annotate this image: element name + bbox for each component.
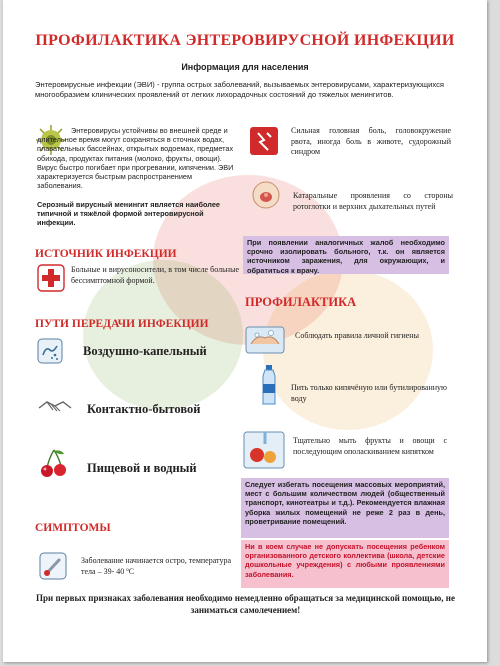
prevention-hygiene-text: Соблюдать правила личной гигиены — [295, 331, 419, 340]
headache-icon — [249, 126, 279, 156]
route-contact: Контактно-бытовой — [87, 402, 201, 416]
airborne-icon — [37, 338, 63, 364]
handwashing-icon — [245, 326, 285, 354]
handshake-icon — [37, 394, 73, 418]
prevention-warning-text: Ни в коем случае не допускать посещения ребенком организованного детского коллектива (школа, детские дошкольные учреждения) с любыми проявлениями заболевания. — [245, 542, 445, 579]
transmission-heading: ПУТИ ПЕРЕДАЧИ ИНФЕКЦИИ — [35, 318, 209, 330]
virus-info-text: Энтеровирусы устойчивы во внешней среде и длительное время могут сохраняться в сточных водах, плавательных бассейнах, открытых водоемах, предметах обихода, продуктах питания (молоко, фрукты, овощи). Вирус быстро погибает при прогревании, кипячении. ЭВИ характеризуется быстрым распространением заболевания. — [37, 126, 234, 191]
page-subtitle: Информация для населения — [181, 62, 309, 72]
prevention-water-text: Пить только кипячёную или бутилированную воду — [291, 383, 447, 403]
cherry-icon — [39, 448, 69, 480]
throat-icon — [251, 180, 281, 210]
route-airborne: Воздушно-капельный — [83, 344, 207, 358]
symptoms-heading: СИМПТОМЫ — [35, 522, 111, 534]
route-food-water: Пищевой и водный — [87, 461, 197, 475]
background-fruit-orange — [263, 270, 433, 430]
prevention-advice-text: Следует избегать посещения массовых мероприятий, мест с большим количеством людей (общественный транспорт, кинотеатры и т.д.). Рекомендуется влажная уборка жилых помещений не реже 2 раз в день, проветривание помещений. — [245, 480, 445, 526]
symptom-headache-text: Сильная головная боль, головокружение рвота, иногда боль в животе, судорожный синдром — [291, 126, 451, 156]
prevention-heading: ПРОФИЛАКТИКА — [245, 295, 357, 309]
water-bottle-icon — [259, 364, 279, 406]
thermometer-icon — [39, 552, 67, 580]
intro-text: Энтеровирусные инфекции (ЭВИ) - группа острых заболеваний, вызываемых энтеровирусами, характеризующихся многообразием клинических проявлений от легких лихорадочных состояний до тяжелых менингитов. — [35, 80, 445, 99]
isolation-note-text: При появлении аналогичных жалоб необходимо срочно изолировать больного, т.к. он является источником заражения, для окружающих, и обратиться к врачу. — [247, 238, 445, 275]
washing-fruit-icon — [243, 428, 285, 470]
prevention-fruit-text: Тщательно мыть фрукты и овощи с последующим ополаскиванием кипятком — [293, 436, 447, 456]
source-text: Больные и вирусоносители, в том числе больные бессимптомной формой. — [71, 265, 239, 285]
footer-note: При первых признаках заболевания необходимо немедленно обращаться за медицинской помощью, не заниматься самолечением! — [36, 593, 455, 615]
symptoms-onset-text: Заболевание начинается остро, температура тела – 39- 40 ºС — [81, 556, 231, 576]
symptom-catarrhal-text: Катаральные проявления со стороны ротоглотки и верхних дыхательных путей — [293, 191, 453, 211]
source-heading: ИСТОЧНИК ИНФЕКЦИИ — [35, 248, 177, 260]
meningitis-note: Серозный вирусный менингит является наиболее типичной и тяжёлой формой энтеровирусной инфекции. — [37, 200, 220, 228]
leaflet-page — [3, 0, 487, 662]
medical-cross-icon — [37, 264, 65, 292]
page-title: ПРОФИЛАКТИКА ЭНТЕРОВИРУСНОЙ ИНФЕКЦИИ — [35, 32, 455, 49]
